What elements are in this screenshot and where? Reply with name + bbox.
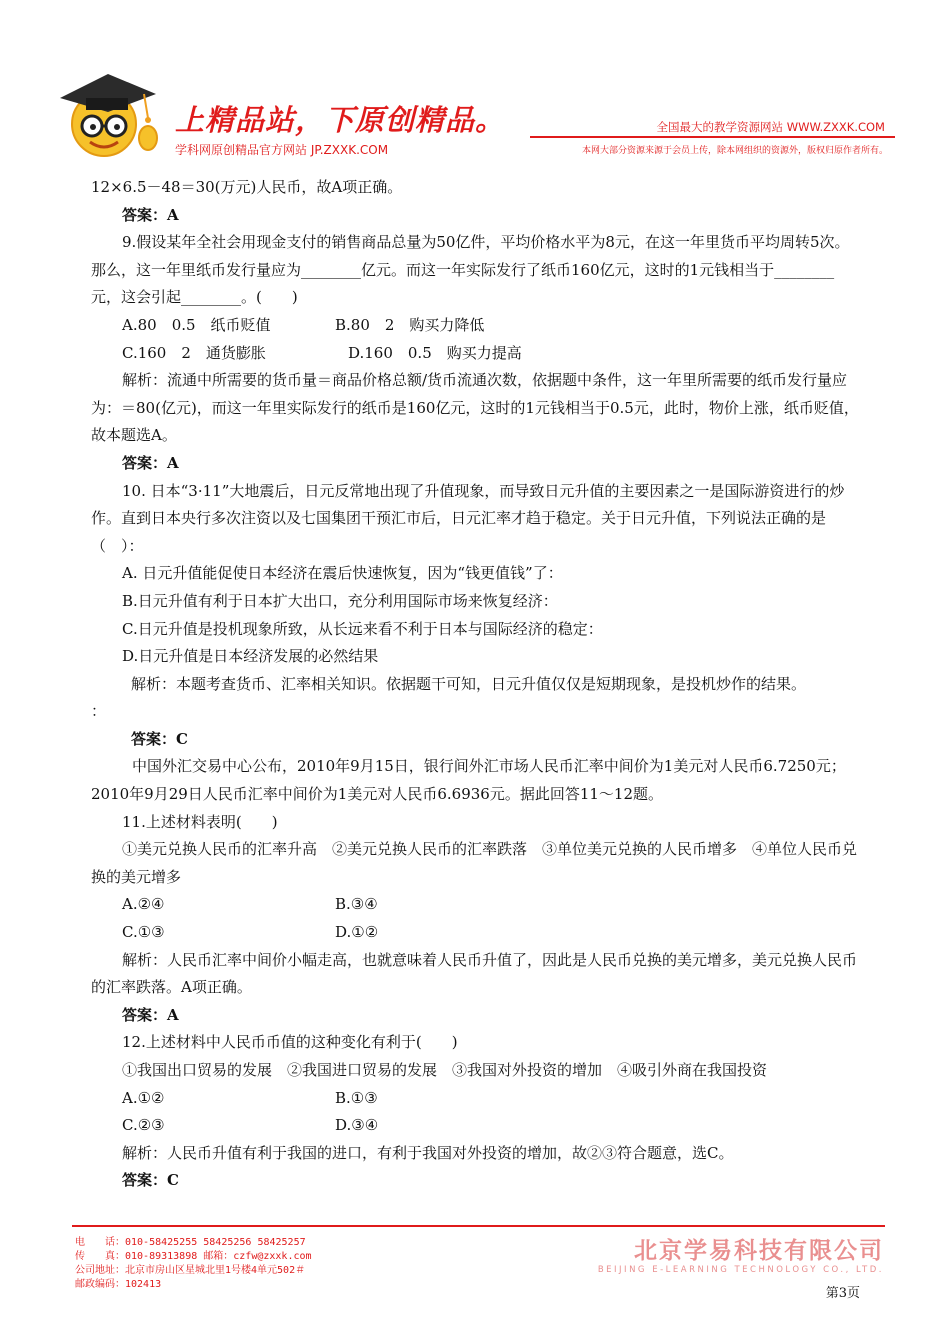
footer-contact — [75, 1236, 312, 1292]
header-copyright-notice: 本网大部分资源来源于会员上传，除本网组织的资源外，版权归原作者所有。 — [581, 146, 888, 156]
q12-explanation: 解析：人民币升值有利于我国的进口，有利于我国对外投资的增加，故②③符合题意，选C。 — [122, 1143, 734, 1162]
text-line: 12×6.5－48＝30(万元)人民币，故A项正确。 — [91, 178, 403, 196]
q10-answer: 答案：C — [131, 729, 188, 748]
header-site-url[interactable]: 全国最大的教学资源网站 WWW.ZXXK.COM — [656, 120, 885, 134]
question-12: 12.上述材料中人民币币值的这种变化有利于( ) — [122, 1033, 458, 1052]
q11-option-c: C.①③ — [122, 923, 165, 942]
q9-answer: 答案：A — [122, 453, 179, 472]
q12-options-row-1 — [91, 1085, 861, 1113]
q11-option-a: A.②④ — [122, 895, 165, 914]
q10-option-a: A. 日元升值能促使日本经济在震后快速恢复，因为“钱更值钱”了： — [122, 564, 563, 583]
q11-explanation: 解析：人民币汇率中间价小幅走高，也就意味着人民币升值了，因此是人民币兑换的美元增多，美元兑换人民币的汇率跌落。A项正确。 — [91, 950, 858, 997]
page-number: 第3页 — [825, 1286, 860, 1301]
question-10: 10. 日本“3·11”大地震后，日元反常地出现了升值现象，而导致日元升值的主要因素之一是国际游资进行的炒作。直到日本央行多次注资以及七国集团干预汇市后，日元汇率才趋于稳定。关于日元升值，下列说法正确的是（ ）： — [91, 481, 845, 555]
q9-explanation: 解析：流通中所需要的货币量＝商品价格总额/货币流通次数，依据题中条件，这一年里所需要的纸币发行量应为：＝80(亿元)，而这一年里实际发行的纸币是160亿元，这时的1元钱相当于0.5元，此时，物价上涨，纸币贬值，故本题选A。 — [91, 371, 859, 445]
q11-statements: ①美元兑换人民币的汇率升高 ②美元兑换人民币的汇率跌落 ③单位美元兑换的人民币增多 ④单位人民币兑换的美元增多 — [91, 840, 858, 886]
q12-statements: ①我国出口贸易的发展 ②我国进口贸易的发展 ③我国对外投资的增加 ④吸引外商在我国投资 — [122, 1061, 768, 1079]
q10-option-d: D.日元升值是日本经济发展的必然结果 — [122, 647, 379, 666]
footer-postcode: 邮政编码：102413 — [75, 1279, 162, 1290]
q10-option-c: C.日元升值是投机现象所致，从长远来看不利于日本与国际经济的稳定： — [122, 619, 603, 638]
q12-option-b: B.①③ — [335, 1088, 378, 1107]
q10-option-b: B.日元升值有利于日本扩大出口，充分利用国际市场来恢复经济： — [122, 591, 558, 610]
q9-option-c: C.160 2 通货膨胀 — [122, 343, 266, 362]
q9-option-d: D.160 0.5 购买力提高 — [348, 343, 522, 362]
header-sub-site[interactable]: 学科网原创精品官方网站 JP.ZXXK.COM — [175, 143, 389, 157]
company-logo-cn: 北京学易科技有限公司 — [634, 1238, 884, 1264]
q9-options-row-2 — [91, 340, 861, 368]
answer-line: 答案：A — [122, 205, 179, 224]
q11-answer: 答案：A — [122, 1005, 179, 1024]
page-header — [0, 0, 950, 170]
q11-option-d: D.①② — [335, 923, 379, 942]
q11-options-row-1 — [91, 891, 861, 919]
q12-answer: 答案：C — [122, 1171, 179, 1190]
company-logo — [598, 1232, 884, 1275]
question-11: 11.上述材料表明( ) — [122, 812, 278, 831]
q9-options-row-1 — [91, 312, 861, 340]
header-slogan: 上精品站，下原创精品。 — [175, 103, 506, 137]
q9-option-a: A.80 0.5 纸币贬值 — [122, 315, 271, 334]
footer-divider — [72, 1225, 885, 1227]
q11-option-b: B.③④ — [335, 895, 378, 914]
footer-address: 公司地址：北京市房山区星城北里1号楼4单元502＃ — [75, 1265, 306, 1276]
q12-option-c: C.②③ — [122, 1116, 165, 1135]
question-9: 9.假设某年全社会用现金支付的销售商品总量为50亿件，平均价格水平为8元，在这一年里货币平均周转5次。那么，这一年里纸币发行量应为________亿元。而这一年实际发行了纸币160亿元，这时的1元钱相当于________元，这会引起________。( ) — [91, 233, 850, 307]
q10-colon: ： — [91, 702, 107, 721]
q9-option-b: B.80 2 购买力降低 — [335, 315, 485, 334]
company-logo-en: BEIJING E-LEARNING TECHNOLOGY CO., LTD. — [597, 1265, 884, 1275]
q12-option-a: A.①② — [122, 1088, 165, 1107]
footer-fax-email: 传 真：010-89313898 邮箱：czfw@zxxk.com — [75, 1251, 312, 1262]
header-divider — [530, 136, 895, 138]
footer-phone: 电 话：010-58425255 58425256 58425257 — [75, 1237, 306, 1248]
document-body — [91, 174, 861, 1195]
q12-options-row-2 — [91, 1112, 861, 1140]
q12-option-d: D.③④ — [335, 1116, 379, 1135]
q10-explanation: 解析：本题考查货币、汇率相关知识。依据题干可知，日元升值仅仅是短期现象，是投机炒作的结果。 — [131, 674, 807, 693]
material-passage: 中国外汇交易中心公布，2010年9月15日，银行间外汇市场人民币汇率中间价为1美元对人民币6.7250元；2010年9月29日人民币汇率中间价为1美元对人民币6.6936元。据此回答11～12题。 — [91, 757, 846, 804]
mascot-logo-icon — [52, 68, 170, 158]
q11-options-row-2 — [91, 919, 861, 947]
